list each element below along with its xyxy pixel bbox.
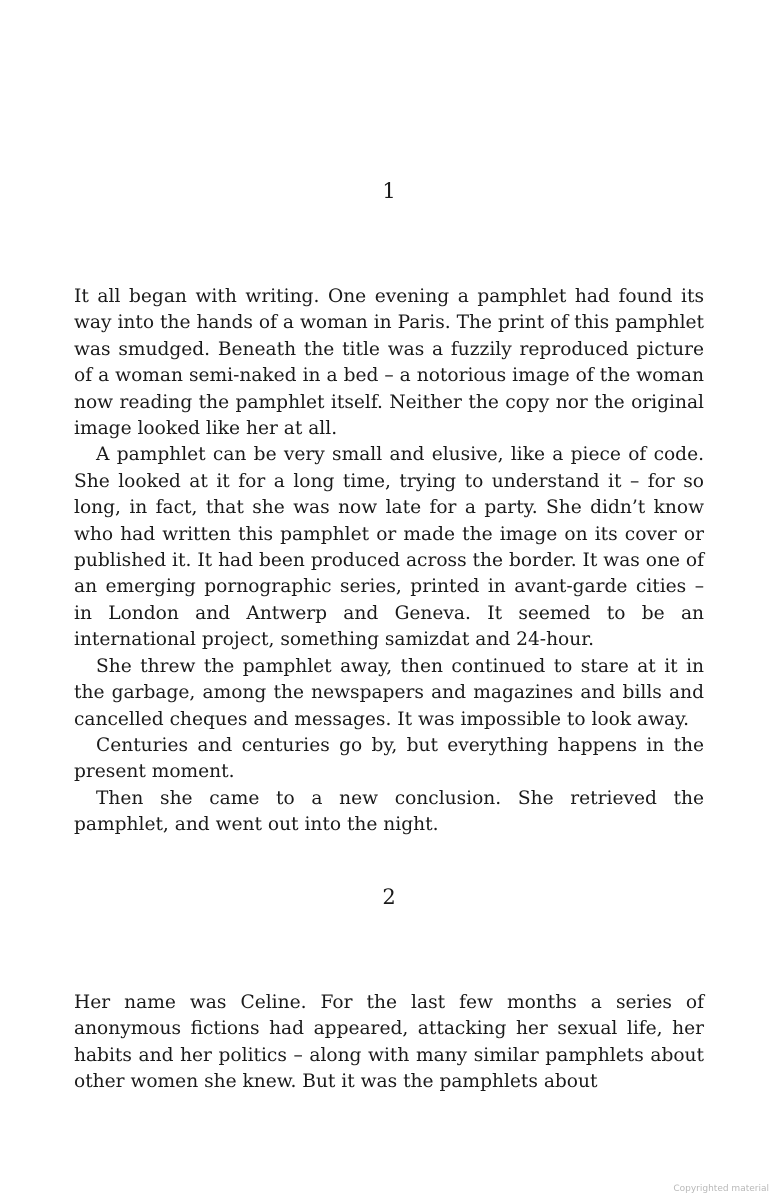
paragraph: It all began with writing. One evening a pamphlet had found its way into the hands of a woman in Paris. The print of this pamphlet was smudged. Beneath the title was a fuzzily reproduced picture of a woman semi-naked in a bed – a notorious image of the woman now reading the pamphlet itself. Neither the copy nor the original image looked like her at all.	[74, 286, 704, 440]
section-number: 2	[382, 885, 396, 909]
section-body	[74, 990, 704, 1096]
paragraph: Then she came to a new conclusion. She retrieved the pamphlet, and went out into the night.	[74, 787, 704, 836]
paragraph: Centuries and centuries go by, but everything happens in the present moment.	[74, 734, 704, 783]
section-number: 1	[382, 179, 396, 203]
section-body	[74, 284, 704, 839]
paragraph: Her name was Celine. For the last few months a series of anonymous fictions had appeared, attacking her sexual life, her habits and her politics – along with many similar pamphlets about other women she knew. But it was the pamphlets about	[74, 992, 704, 1093]
paragraph: A pamphlet can be very small and elusive, like a piece of code. She looked at it for a long time, trying to understand it – for so long, in fact, that she was now late for a party. She didn’t know who had written this pamphlet or made the image on its cover or published it. It had been produced across the border. It was one of an emerging pornographic series, printed in avant-garde cities – in London and Antwerp and Geneva. It seemed to be an international project, something samizdat and 24-hour.	[74, 444, 704, 651]
copyright-watermark: Copyrighted material	[673, 1184, 769, 1194]
paragraph: She threw the pamphlet away, then continued to stare at it in the garbage, among the newspapers and magazines and bills and cancelled cheques and messages. It was impossible to look away.	[74, 655, 704, 730]
